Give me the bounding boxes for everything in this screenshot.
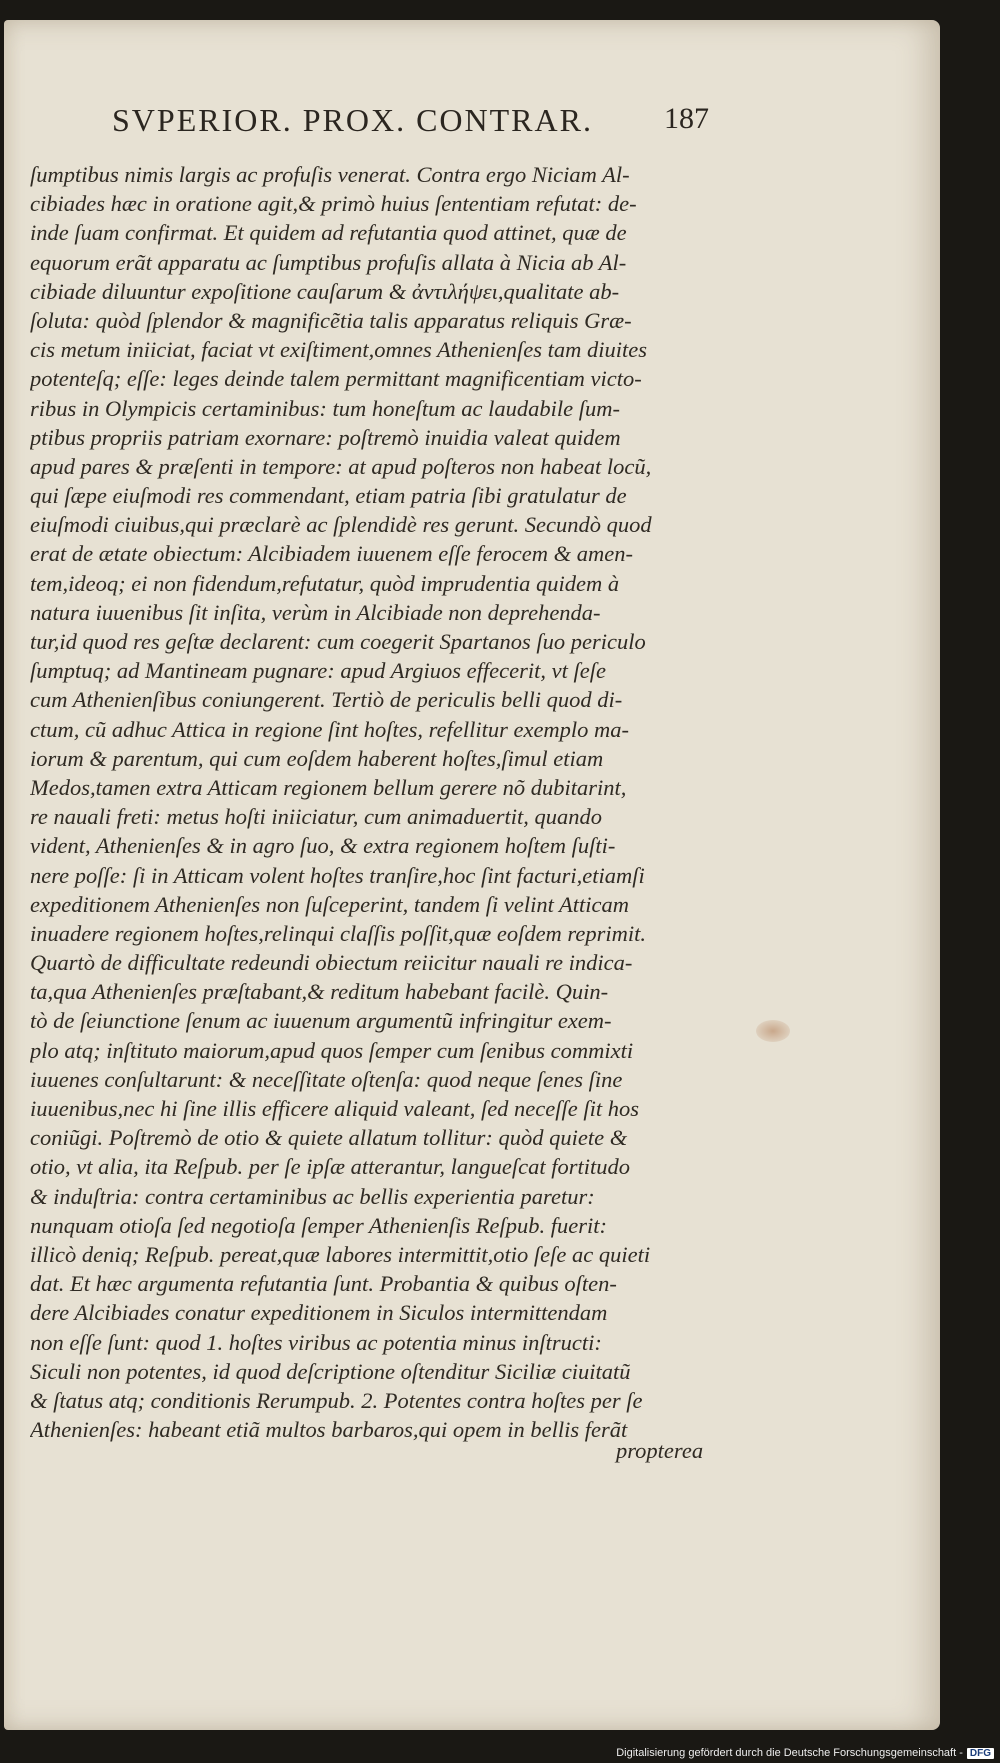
text-line: ctum, cũ adhuc Attica in regione ſint hoſtes, refellitur exemplo ma- (30, 716, 630, 742)
text-line: ta,qua Athenienſes præſtabant,& reditum habebant facilè. Quin- (30, 979, 609, 1005)
text-line: re nauali freti: metus hoſti iniiciatur, cum animaduertit, quando (30, 804, 603, 830)
dfg-logo: DFG (967, 1748, 994, 1759)
text-line: Medos,tamen extra Atticam regionem bellum gerere nõ dubitarint, (30, 774, 627, 800)
text-line: apud pares & præſenti in tempore: at apud poſteros non habeat locũ, (30, 453, 652, 479)
text-line: cis metum iniiciat, faciat vt exiſtiment,omnes Athenienſes tam diuites (30, 337, 647, 363)
text-line: erat de ætate obiectum: Alcibiadem iuuenem eſſe ferocem & amen- (30, 541, 633, 567)
text-line: illicò deniq; Reſpub. pereat,quæ labores intermittit,otio ſeſe ac quieti (30, 1241, 651, 1267)
text-line: eiuſmodi ciuibus,qui præclarè ac ſplendidè res gerunt. Secundò quod (30, 512, 652, 538)
text-line: iorum & parentum, qui cum eoſdem haberent hoſtes,ſimul etiam (30, 745, 604, 771)
text-line: dat. Et hæc argumenta refutantia ſunt. Probantia & quibus oſten- (30, 1271, 617, 1297)
footer-text: Digitalisierung gefördert durch die Deutsche Forschungsgemeinschaft - (616, 1747, 963, 1759)
text-line: otio, vt alia, ita Reſpub. per ſe ipſæ atterantur, langueſcat fortitudo (30, 1154, 630, 1180)
text-line: dere Alcibiades conatur expeditionem in Siculos intermittendam (30, 1300, 608, 1326)
text-line: coniũgi. Poſtremò de otio & quiete allatum tollitur: quòd quiete & (30, 1125, 628, 1151)
text-line: tur,id quod res geſtæ declarent: cum coegerit Spartanos ſuo periculo (30, 629, 646, 654)
text-line: cibiades hæc in oratione agit,& primò huius ſententiam refutat: de- (30, 191, 637, 217)
text-line: ſumptibus nimis largis ac profuſis venerat. Contra ergo Niciam Al- (30, 162, 630, 187)
text-line: Athenienſes: habeant etiã multos barbaros,qui opem in bellis ferãt (30, 1417, 628, 1443)
text-line: plo atq; inſtituto maiorum,apud quos ſemper cum ſenibus commixti (30, 1037, 634, 1063)
text-line: nunquam otioſa ſed negotioſa ſemper Athenienſis Reſpub. fuerit: (30, 1212, 608, 1238)
text-line: expeditionem Athenienſes non ſuſceperint, tandem ſi velint Atticam (30, 891, 630, 917)
text-line: inde ſuam confirmat. Et quidem ad refutantia quod attinet, quæ de (30, 220, 627, 246)
text-line: qui ſæpe eiuſmodi res commendant, etiam patria ſibi gratulatur de (30, 483, 627, 509)
text-line: ſoluta: quòd ſplendor & magnificẽtia talis apparatus reliquis Græ- (30, 307, 632, 333)
text-line: tem,ideoq; ei non fidendum,refutatur, quòd imprudentia quidem à (30, 570, 620, 596)
text-line: iuuenes conſultarunt: & neceſſitate oſtenſa: quod neque ſenes ſine (30, 1066, 623, 1092)
paper-stain (756, 1020, 790, 1042)
text-line: Siculi non potentes, id quod deſcriptione oſtenditur Siciliæ ciuitatũ (30, 1358, 631, 1384)
text-line: nere poſſe: ſi in Atticam volent hoſtes tranſire,hoc ſint facturi,etiamſi (30, 862, 645, 888)
footer-credit (616, 1747, 994, 1759)
page-number: 187 (664, 102, 709, 135)
text-line: non eſſe ſunt: quod 1. hoſtes viribus ac potentia minus inſtructi: (30, 1329, 602, 1355)
text-line: natura iuuenibus ſit inſita, verùm in Alcibiade non deprehenda- (30, 599, 601, 625)
text-line: potenteſq; eſſe: leges deinde talem permittant magnificentiam victo- (30, 366, 642, 392)
text-line: iuuenibus,nec hi ſine illis efficere aliquid valeant, ſed neceſſe ſit hos (30, 1096, 640, 1121)
catchword: propterea (616, 1438, 704, 1463)
text-line: Quartò de difficultate redeundi obiectum reiicitur nauali re indica- (30, 950, 633, 976)
text-line: vident, Athenienſes & in agro ſuo, & extra regionem hoſtem ſuſti- (30, 833, 616, 859)
book-page (4, 20, 940, 1730)
text-line: ribus in Olympicis certaminibus: tum honeſtum ac laudabile ſum- (30, 395, 620, 421)
text-line: ſumptuq; ad Mantineam pugnare: apud Argiuos effecerit, vt ſeſe (30, 658, 606, 684)
text-line: tò de ſeiunctione ſenum ac iuuenum argumentũ infringitur exem- (30, 1008, 612, 1034)
text-line: & induſtria: contra certaminibus ac bellis experientia paretur: (30, 1183, 595, 1209)
running-head (4, 102, 940, 152)
text-line: cibiade diluuntur expoſitione cauſarum & ἀντιλήψει,qualitate ab- (30, 278, 620, 304)
text-line: & ſtatus atq; conditionis Rerumpub. 2. Potentes contra hoſtes per ſe (30, 1387, 643, 1413)
running-head-title: SVPERIOR. PROX. CONTRAR. (112, 102, 593, 138)
text-line: equorum erãt apparatu ac ſumptibus profuſis allata à Nicia ab Al- (30, 249, 627, 275)
text-line: inuadere regionem hoſtes,relinqui claſſis poſſit,quæ eoſdem reprimit. (30, 920, 646, 946)
text-line: cum Athenienſibus coniungerent. Tertiò de periculis belli quod di- (30, 687, 623, 713)
text-line: ptibus propriis patriam exornare: poſtremò inuidia valeat quidem (30, 424, 621, 450)
body-text (30, 160, 720, 1444)
